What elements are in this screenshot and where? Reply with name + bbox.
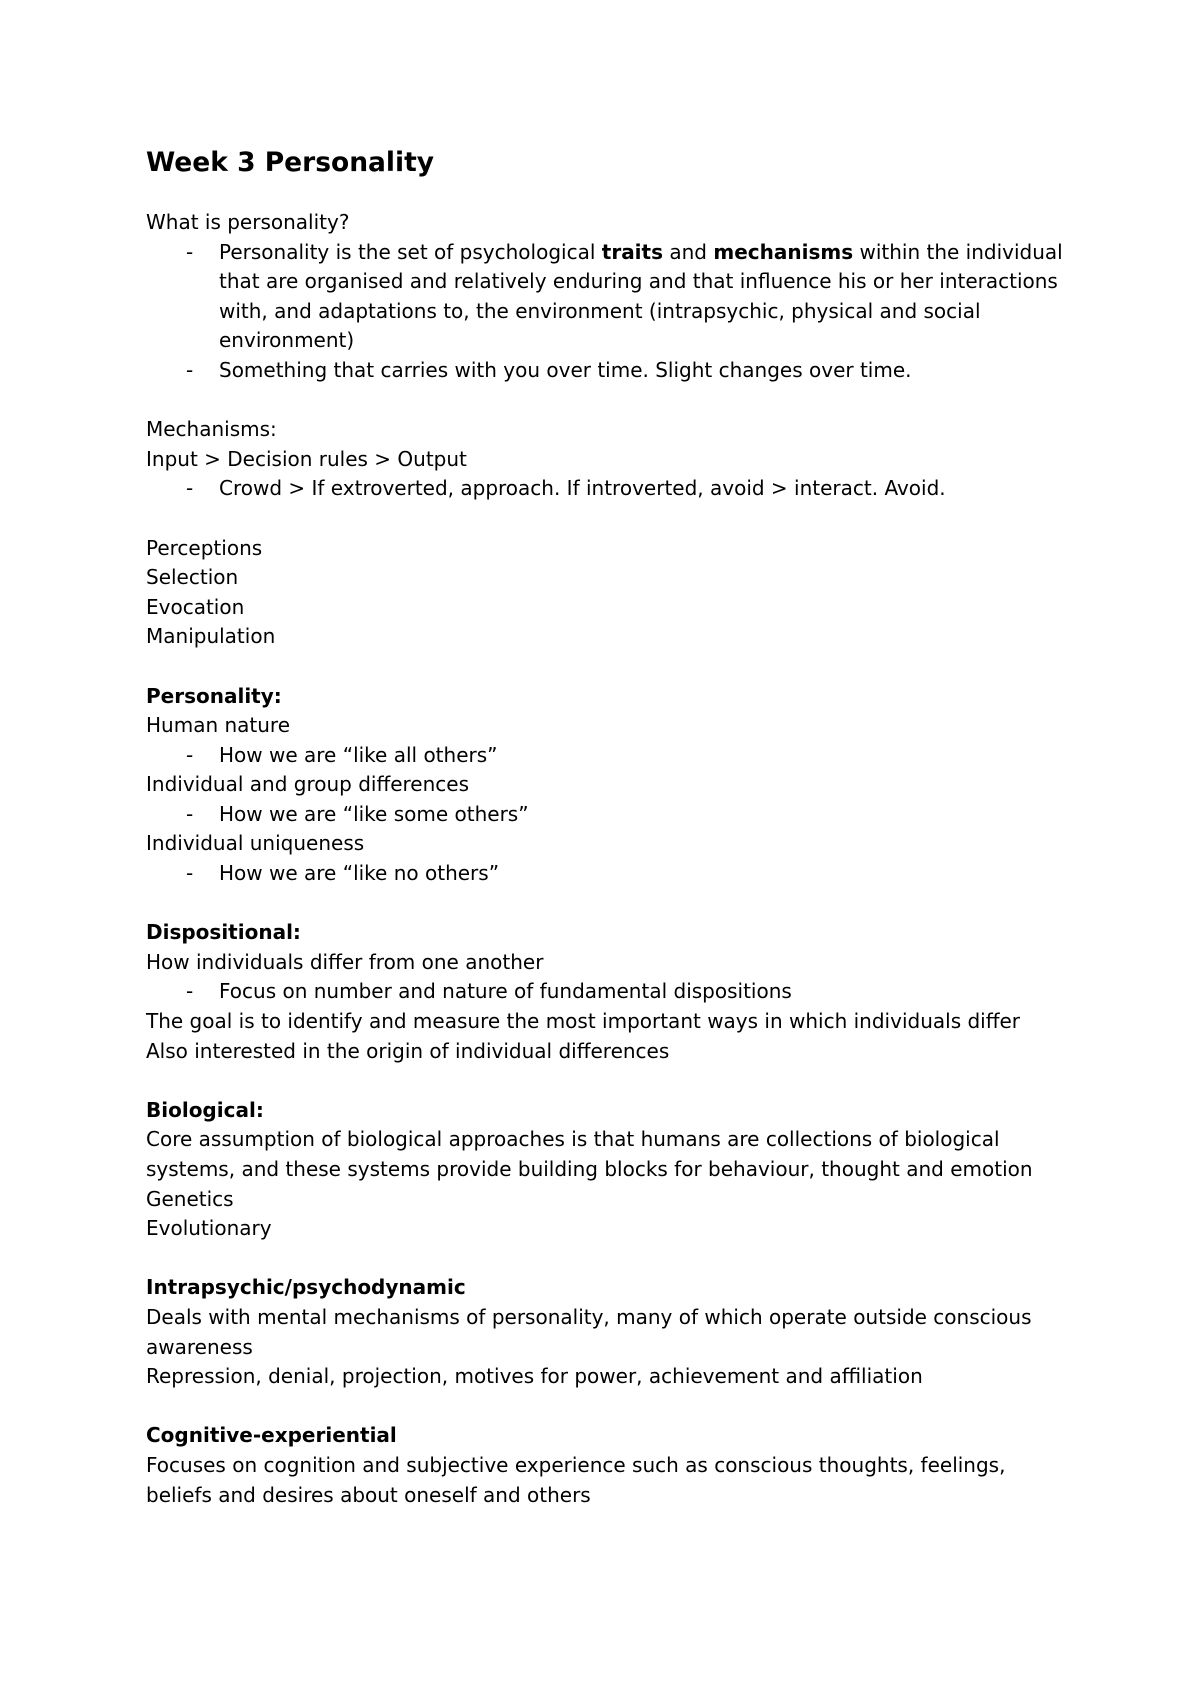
bullet-item <box>146 238 1066 356</box>
bullet-item <box>146 800 1066 830</box>
bullet-item <box>146 356 1066 386</box>
section-heading: Dispositional: <box>146 920 301 945</box>
paragraph: Evolutionary <box>146 1216 272 1241</box>
dash-marker: - <box>186 742 194 767</box>
dispositional-section <box>146 918 1066 1066</box>
document-title: Week 3 Personality <box>146 147 435 178</box>
paragraph: How individuals differ from one another <box>146 949 544 974</box>
personality-section <box>146 682 1066 889</box>
item-label: Individual and group differences <box>146 772 470 797</box>
item-label: Human nature <box>146 713 291 738</box>
section-heading: Personality: <box>146 683 282 708</box>
list-item: Perceptions <box>146 535 263 560</box>
intrapsychic-section <box>146 1273 1066 1391</box>
bullet-text: Focus on number and nature of fundamental dispositions <box>219 979 792 1004</box>
dash-marker: - <box>186 357 194 382</box>
mechanisms-label: Mechanisms: <box>146 417 277 442</box>
cognitive-section <box>146 1421 1066 1510</box>
bullet-item <box>146 859 1066 889</box>
section-heading: Biological: <box>146 1097 264 1122</box>
list-item: Evocation <box>146 594 245 619</box>
section-heading: Intrapsychic/psychodynamic <box>146 1275 466 1300</box>
bullet-text: Something that carries with you over time. Slight changes over time. <box>219 357 912 382</box>
mechanisms-flow: Input > Decision rules > Output <box>146 446 467 471</box>
list-section <box>146 534 1066 652</box>
dash-marker: - <box>186 979 194 1004</box>
paragraph: Repression, denial, projection, motives for power, achievement and affiliation <box>146 1364 923 1389</box>
bold-term-traits: traits <box>601 239 664 264</box>
bullet-text: How we are “like all others” <box>219 742 498 767</box>
bullet-text: How we are “like some others” <box>219 801 529 826</box>
list-item: Manipulation <box>146 624 276 649</box>
intro-section <box>146 208 1066 386</box>
list-item: Selection <box>146 565 239 590</box>
mechanisms-section <box>146 415 1066 504</box>
dash-marker: - <box>186 801 194 826</box>
section-heading: Cognitive-experiential <box>146 1423 397 1448</box>
item-label: Individual uniqueness <box>146 831 365 856</box>
document-content <box>146 146 1066 1540</box>
paragraph: Genetics <box>146 1186 234 1211</box>
bullet-text: Crowd > If extroverted, approach. If introverted, avoid > interact. Avoid. <box>219 476 946 501</box>
intro-question: What is personality? <box>146 210 350 234</box>
biological-section <box>146 1096 1066 1244</box>
paragraph: The goal is to identify and measure the most important ways in which individuals differ <box>146 1009 1021 1034</box>
dash-marker: - <box>186 476 194 501</box>
bullet-text: How we are “like no others” <box>219 861 500 886</box>
paragraph: Core assumption of biological approaches is that humans are collections of biological systems, and these systems provide building blocks for behaviour, thought and emotion <box>146 1127 1033 1181</box>
dash-marker: - <box>186 239 194 264</box>
paragraph: Deals with mental mechanisms of personality, many of which operate outside conscious awareness <box>146 1304 1032 1359</box>
paragraph: Also interested in the origin of individual differences <box>146 1038 670 1063</box>
paragraph: Focuses on cognition and subjective experience such as conscious thoughts, feelings, beliefs and desires about oneself and others <box>146 1452 1006 1507</box>
bullet-text-part: Personality is the set of psychological <box>219 239 602 264</box>
bullet-text-part: and <box>663 239 714 264</box>
bullet-item <box>146 977 1066 1007</box>
dash-marker: - <box>186 861 194 886</box>
bullet-text-part: within the individual that are organised and relatively enduring and that influence his or her interactions with, and adaptations to, the environment (intrapsychic, physical and social environment) <box>219 239 1063 353</box>
bullet-item <box>146 474 1066 504</box>
bold-term-mechanisms: mechanisms <box>713 239 854 264</box>
bullet-item <box>146 741 1066 771</box>
